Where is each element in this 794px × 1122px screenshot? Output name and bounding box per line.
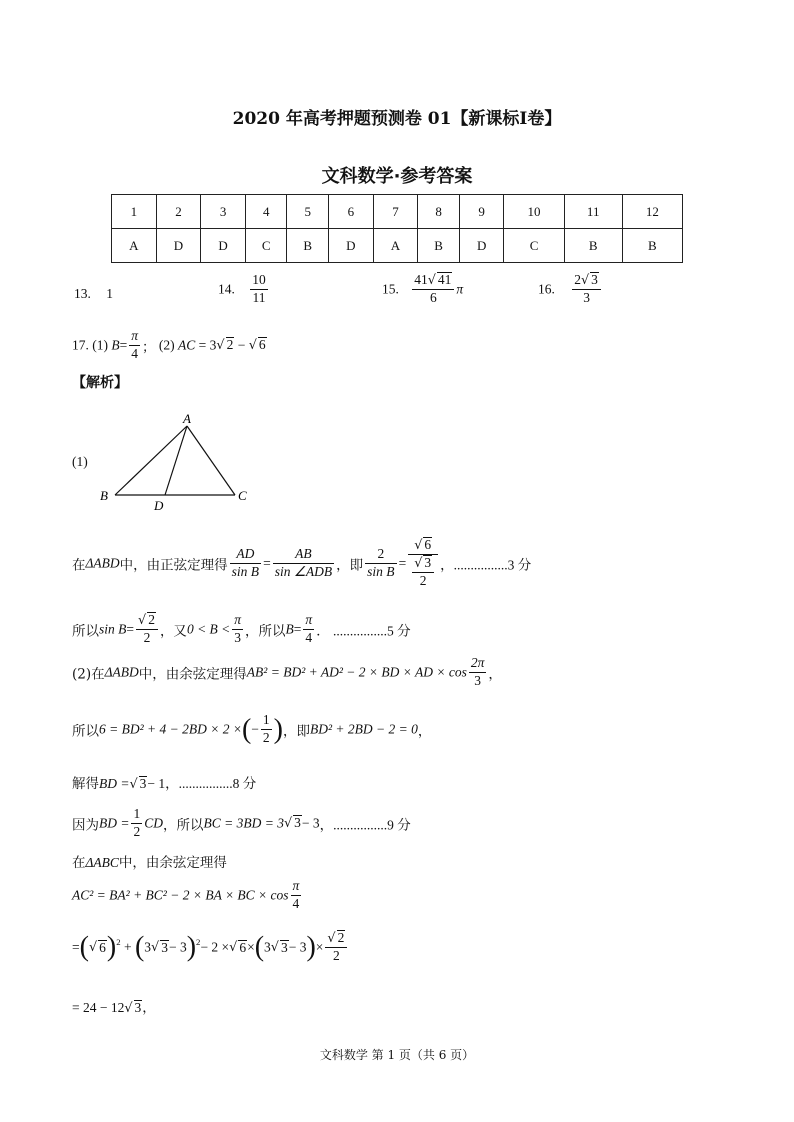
coefficient: 2	[574, 272, 581, 287]
answer-16	[538, 272, 603, 307]
table-cell: A	[373, 229, 418, 263]
numerator: 10	[250, 272, 268, 290]
minus: −	[234, 337, 249, 353]
radical-sign: √	[414, 556, 423, 572]
text: 解得	[72, 776, 99, 792]
table-cell: 2	[156, 195, 201, 229]
vertex-label-A: A	[183, 411, 191, 426]
radicand: 41	[437, 272, 452, 287]
table-row-numbers	[112, 195, 683, 229]
expression: CD	[144, 815, 163, 831]
radical-sign: √	[229, 939, 238, 955]
denominator	[408, 555, 438, 590]
table-row-answers	[112, 229, 683, 263]
radicand: 6	[424, 537, 432, 552]
fraction	[230, 546, 261, 581]
var-B: B	[111, 337, 120, 353]
radicand: 6	[99, 939, 106, 955]
table-cell: 6	[329, 195, 374, 229]
table-cell: D	[459, 229, 504, 263]
minus: −	[251, 721, 259, 737]
table-cell: B	[287, 229, 329, 263]
radicand: 3	[161, 939, 168, 955]
numerator	[325, 930, 347, 948]
numerator: π	[303, 612, 314, 630]
numerator: 1	[131, 806, 142, 824]
denominator: 6	[429, 290, 437, 306]
radicand: 2	[148, 612, 155, 627]
text: ，	[142, 1000, 156, 1015]
radicand: 6	[239, 939, 247, 955]
radicand: 3	[591, 272, 598, 287]
solution-line-10	[72, 996, 156, 1016]
expression: BD =	[99, 815, 130, 831]
analysis-label: 【解析】	[72, 375, 128, 391]
denominator: sin B	[367, 563, 395, 579]
equals: =	[119, 337, 128, 353]
answer-15	[382, 272, 463, 307]
text: 中，由余弦定理得	[138, 666, 247, 683]
vertex-label-D: D	[154, 498, 164, 513]
page-footer: 文科数学 第 1 页（共 6 页）	[319, 1048, 475, 1062]
denominator: 11	[252, 289, 266, 305]
denominator: 4	[305, 629, 313, 645]
solution-line-4	[72, 712, 431, 747]
radical-sign: √	[138, 613, 147, 628]
question-label: 17.	[72, 337, 89, 353]
radicand: 3	[280, 939, 288, 955]
denominator: 2	[333, 948, 340, 964]
separator: ；	[142, 339, 156, 355]
answer-13	[74, 286, 113, 302]
solution-line-1	[72, 537, 531, 590]
fraction	[273, 546, 334, 581]
denominator: 2	[419, 573, 427, 589]
text: 中，由正弦定理得	[119, 557, 228, 574]
text: ，	[488, 666, 502, 683]
solution-line-3	[72, 655, 502, 690]
right-paren: )	[106, 931, 117, 963]
right-paren: )	[306, 931, 316, 963]
table-cell: B	[418, 229, 460, 263]
expression: BD² + 2BD − 2 = 0	[310, 721, 418, 737]
fraction	[232, 612, 243, 647]
radical-sign: √	[129, 777, 138, 792]
right-paren: )	[273, 713, 283, 745]
radical-sign: √	[216, 337, 225, 353]
text: (2)在	[72, 666, 105, 683]
text: 在	[72, 855, 86, 871]
right-paren: )	[186, 931, 197, 963]
denominator: 4	[292, 895, 300, 911]
exponent: 2	[196, 936, 201, 947]
radicand: 3	[424, 555, 432, 571]
fraction	[250, 272, 268, 307]
table-cell: 3	[201, 195, 246, 229]
denominator: sin B	[231, 563, 260, 579]
text: ，即	[283, 723, 310, 740]
plus: +	[120, 939, 135, 955]
radical-sign: √	[151, 939, 160, 955]
solution-line-8	[72, 878, 303, 913]
part-label: (2)	[158, 337, 175, 353]
table-cell: 12	[622, 195, 682, 229]
answer-17	[72, 328, 267, 363]
text: ，即	[336, 557, 364, 574]
radical-sign: √	[283, 815, 293, 831]
table-cell: C	[504, 229, 564, 263]
document-title: 2020 年高考押题预测卷 01【新课标Ⅰ卷】	[232, 109, 562, 129]
table-cell: D	[201, 229, 246, 263]
fraction	[412, 272, 454, 307]
table-cell: B	[622, 229, 682, 263]
left-paren: (	[79, 931, 89, 963]
numerator	[572, 272, 601, 290]
expression: − 1	[147, 776, 166, 791]
inequality: 0 < B <	[186, 621, 231, 637]
table-cell: 4	[245, 195, 287, 229]
fraction	[325, 930, 347, 965]
fraction	[261, 712, 272, 747]
expression: AC² = BA² + BC² − 2 × BA × BC × cos	[72, 887, 289, 903]
solution-line-6	[72, 806, 411, 841]
text: ，又	[159, 623, 187, 640]
radicand: 6	[258, 337, 266, 353]
denominator: sin ∠ADB	[274, 563, 333, 579]
equals: =	[126, 621, 135, 637]
solution-line-2	[72, 612, 411, 647]
table-cell: C	[245, 229, 287, 263]
text: 中，由余弦定理得	[118, 855, 227, 871]
expression: − 3	[168, 939, 187, 955]
coefficient: 3	[144, 939, 152, 955]
radical-sign: √	[327, 931, 336, 946]
fraction	[136, 612, 158, 647]
fraction	[291, 878, 302, 913]
triangle-name: ΔABD	[85, 555, 120, 571]
left-paren: (	[241, 713, 252, 745]
denominator: 3	[474, 672, 481, 688]
fraction	[131, 806, 142, 841]
radicand: 2	[226, 337, 234, 353]
denominator: 2	[143, 630, 151, 646]
denominator: 2	[133, 823, 141, 839]
text: 所以	[72, 623, 99, 640]
table-cell: A	[112, 229, 157, 263]
question-label: 16.	[538, 281, 555, 297]
table-cell: 11	[564, 195, 622, 229]
score-note: ，................9 分	[319, 817, 411, 833]
denominator: 4	[131, 345, 138, 361]
triangle-figure	[95, 410, 260, 515]
times: ×	[247, 939, 255, 955]
numerator: π	[129, 328, 140, 346]
exponent: 2	[116, 936, 121, 947]
radicand: 3	[134, 1000, 142, 1015]
numerator: 2	[365, 546, 396, 564]
equals: =	[263, 555, 271, 571]
numerator: π	[291, 878, 302, 896]
radical-sign: √	[414, 538, 423, 553]
numerator: AD	[230, 546, 261, 564]
var-AC: AC	[178, 337, 196, 353]
table-cell: 1	[112, 195, 157, 229]
inner-fraction	[412, 555, 434, 590]
solution-line-5	[72, 772, 256, 792]
expression: BC = 3BD = 3	[203, 815, 284, 831]
expression: − 2 ×	[200, 939, 230, 955]
expression: − 3	[301, 815, 320, 831]
fraction	[129, 328, 140, 363]
denominator: 2	[262, 729, 270, 745]
radicand: 3	[139, 776, 147, 791]
radical-sign: √	[427, 273, 436, 288]
radicand: 3	[294, 815, 301, 831]
radical-sign: √	[581, 273, 590, 288]
times: ×	[315, 939, 324, 955]
table-cell: 10	[504, 195, 564, 229]
radical-sign: √	[270, 939, 279, 955]
radical-sign: √	[88, 939, 98, 955]
numerator	[408, 537, 438, 555]
table-cell: 5	[287, 195, 329, 229]
part-label: (1)	[92, 337, 108, 353]
score-note: ，................3 分	[440, 557, 532, 573]
table-cell: 7	[373, 195, 418, 229]
expression: − 3	[288, 939, 307, 955]
text: 在	[72, 557, 86, 574]
table-cell: D	[329, 229, 374, 263]
fraction	[303, 612, 314, 647]
vertex-label-C: C	[238, 488, 247, 503]
answer-table	[111, 194, 683, 263]
expression: = 24 − 12	[72, 1000, 125, 1015]
denominator: 3	[583, 290, 590, 306]
segment-AC	[187, 426, 235, 495]
numerator	[412, 272, 454, 290]
numerator: π	[232, 612, 243, 630]
table-cell: D	[156, 229, 201, 263]
numerator: AB	[273, 546, 334, 564]
equals: =	[293, 621, 302, 637]
answer-value: 1	[106, 286, 113, 301]
vertex-label-B: B	[100, 488, 108, 503]
text: ，所以	[245, 623, 286, 640]
equals: =	[398, 555, 407, 571]
pi-symbol: π	[456, 281, 464, 297]
table-cell: B	[564, 229, 622, 263]
left-paren: (	[254, 931, 265, 963]
expression: 6 = BD² + 4 − 2BD × 2 ×	[99, 721, 242, 737]
question-label: 14.	[218, 281, 235, 297]
text: 所以	[72, 723, 99, 740]
expression: AB² = BD² + AD² − 2 × BD × AD × cos	[246, 664, 467, 680]
figure-part-label: (1)	[72, 454, 88, 469]
triangle-name: ΔABD	[104, 664, 139, 680]
equals: =	[72, 939, 80, 955]
document-subtitle: 文科数学·参考答案	[321, 166, 473, 187]
left-paren: (	[134, 931, 145, 963]
compound-fraction	[408, 537, 438, 590]
coefficient: 41	[414, 272, 428, 287]
solution-line-7	[72, 851, 227, 871]
answer-14	[218, 272, 270, 307]
fraction	[572, 272, 601, 307]
text: ，所以	[163, 817, 204, 834]
numerator: 2π	[469, 655, 487, 673]
var-B: B	[285, 621, 294, 637]
table-cell: 9	[459, 195, 504, 229]
radical-sign: √	[248, 337, 257, 353]
score-note: ，................8 分	[165, 776, 257, 791]
triangle-name: ΔABC	[85, 855, 119, 870]
table-cell: 8	[418, 195, 460, 229]
radical-sign: √	[124, 1001, 133, 1016]
numerator: 1	[261, 712, 272, 730]
numerator	[412, 555, 434, 573]
denominator: 3	[234, 629, 242, 645]
solution-line-9	[72, 930, 349, 965]
text: 因为	[72, 817, 99, 834]
text: ，	[417, 723, 432, 740]
fraction	[469, 655, 487, 690]
score-note: ． ................5 分	[316, 623, 411, 639]
expression: = 3	[198, 337, 217, 353]
expression: sin B	[99, 621, 127, 637]
fraction	[365, 546, 396, 581]
radicand: 2	[337, 930, 345, 945]
expression: BD =	[99, 776, 130, 791]
coefficient: 3	[264, 939, 271, 955]
numerator	[136, 612, 158, 630]
question-label: 13.	[74, 286, 91, 301]
question-label: 15.	[382, 281, 399, 297]
